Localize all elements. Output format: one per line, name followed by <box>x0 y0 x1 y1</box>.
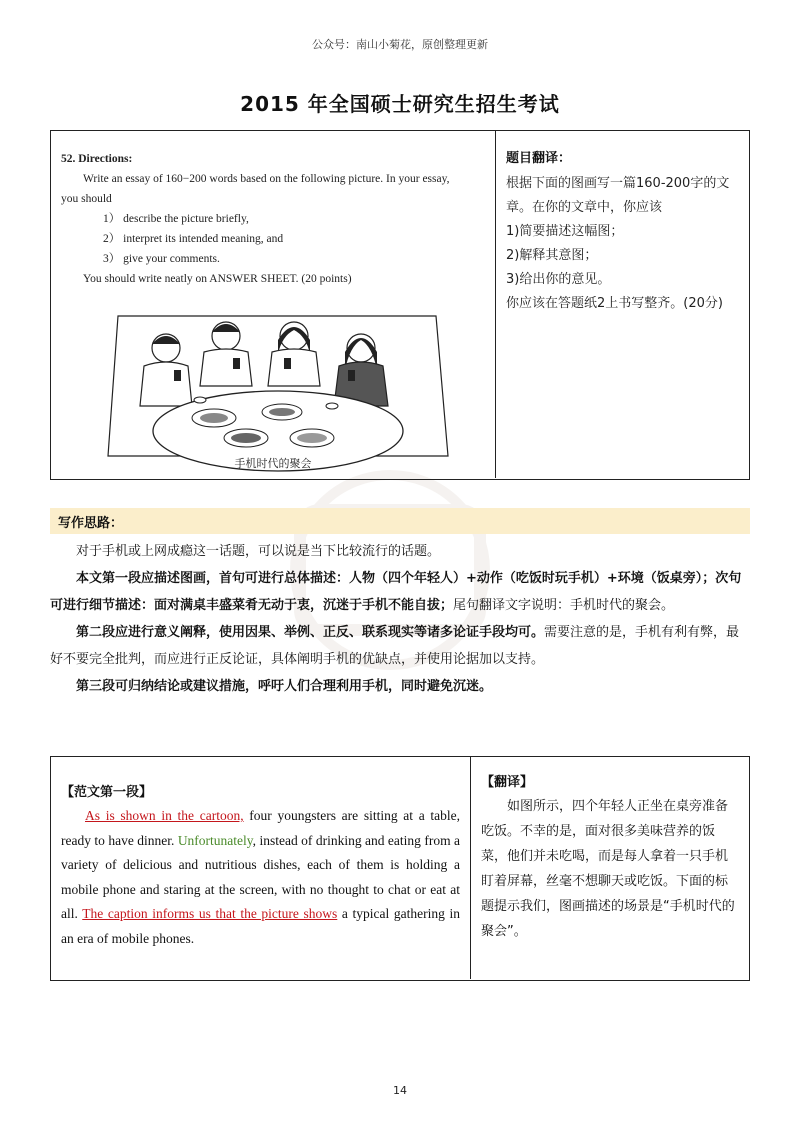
page-number: 14 <box>393 1084 407 1097</box>
directions-item: 2） interpret its intended meaning, and <box>103 233 284 245</box>
thoughts-paragraph: 第三段可归纳结论或建议措施，呼吁人们合理利用手机，同时避免沉迷。 <box>76 679 493 694</box>
translation-line: 根据下面的图画写一篇160-200字的文 <box>506 176 730 191</box>
cartoon-picture <box>106 306 451 476</box>
sample-translation-heading: 【翻译】 <box>481 775 534 790</box>
directions <box>61 149 486 289</box>
essay-transition-word: Unfortunately <box>177 832 253 848</box>
directions-line: You should write neatly on ANSWER SHEET. (20 points) <box>83 273 352 285</box>
writing-thoughts <box>50 538 750 700</box>
translation-line: 1)简要描述这幅图； <box>506 224 624 239</box>
translation-line: 你应该在答题纸2上书写整齐。(20分) <box>506 296 723 311</box>
thoughts-bold: 第二段应进行意义阐释，使用因果、举例、正反、联系现实等诸多论证手段均可。 <box>76 625 545 640</box>
thoughts-text: 需要注意的是，手机有利有弊，最好不要完全批判，而应进行正反论证，具体阐明手机的优缺点，并使用论据加以支持。 <box>50 625 740 667</box>
essay-phrase-highlight: The caption informs us that the picture shows <box>82 906 338 921</box>
essay-phrase-highlight: As is shown in the cartoon, <box>85 808 244 823</box>
thoughts-paragraph <box>50 619 750 673</box>
sample-box <box>50 756 750 981</box>
translation-title: 题目翻译： <box>506 151 572 166</box>
directions-item: 1） describe the picture briefly, <box>103 213 249 225</box>
thoughts-bold: 本文第一段应描述图画，首句可进行总体描述：人物（四个年轻人）+动作（吃饭时玩手机）+环境（饭桌旁）；次句可进行细节描述：面对满桌丰盛菜肴无动于衷，沉迷于手机不能自拔； <box>50 571 742 613</box>
thoughts-heading: 写作思路： <box>50 508 750 534</box>
essay-text: four youngsters are sitting at a table, ready to have dinner. <box>61 808 460 848</box>
translation-line: 3)给出你的意见。 <box>506 272 611 287</box>
header-note: 公众号：南山小菊花，原创整理更新 <box>312 38 488 51</box>
translation-line: 章。在你的文章中，你应该 <box>506 200 663 215</box>
exam-title: 2015 年全国硕士研究生招生考试 <box>240 92 560 116</box>
thoughts-paragraph <box>50 565 750 619</box>
sample-heading: 【范文第一段】 <box>61 785 153 800</box>
sample-panel <box>51 757 471 979</box>
directions-item: 3） give your comments. <box>103 253 220 265</box>
picture-caption: 手机时代的聚会 <box>234 457 312 470</box>
translation-line: 2)解释其意图； <box>506 248 598 263</box>
translation-panel <box>496 131 748 478</box>
question-panel <box>51 131 496 478</box>
essay-text: , instead of drinking and eating from a variety of delicious and nutritious dishes, each of them is holding a mobile phone and staring at the screen, with no thought to chat or eat at all. <box>61 832 460 921</box>
question-box <box>50 130 750 480</box>
essay-text: a typical gathering in an era of mobile phones. <box>61 906 460 946</box>
thoughts-paragraph: 对于手机或上网成瘾这一话题，可以说是当下比较流行的话题。 <box>76 544 441 559</box>
directions-line: Write an essay of 160−200 words based on the following picture. In your essay, <box>83 173 450 185</box>
sample-translation-panel <box>471 757 748 979</box>
sample-translation-text: 如图所示，四个年轻人正坐在桌旁准备吃饭。不幸的是，面对很多美味营养的饭菜，他们并未吃喝，而是每人拿着一只手机盯着屏幕，丝毫不想聊天或吃饭。下面的标题提示我们，图画描述的场景是“手机时代的聚会”。 <box>481 799 735 939</box>
directions-line: you should <box>61 193 112 205</box>
thoughts-text: 尾句翻译文字说明：手机时代的聚会。 <box>453 598 675 613</box>
sample-essay <box>61 804 460 951</box>
directions-title: 52. Directions: <box>61 153 133 165</box>
